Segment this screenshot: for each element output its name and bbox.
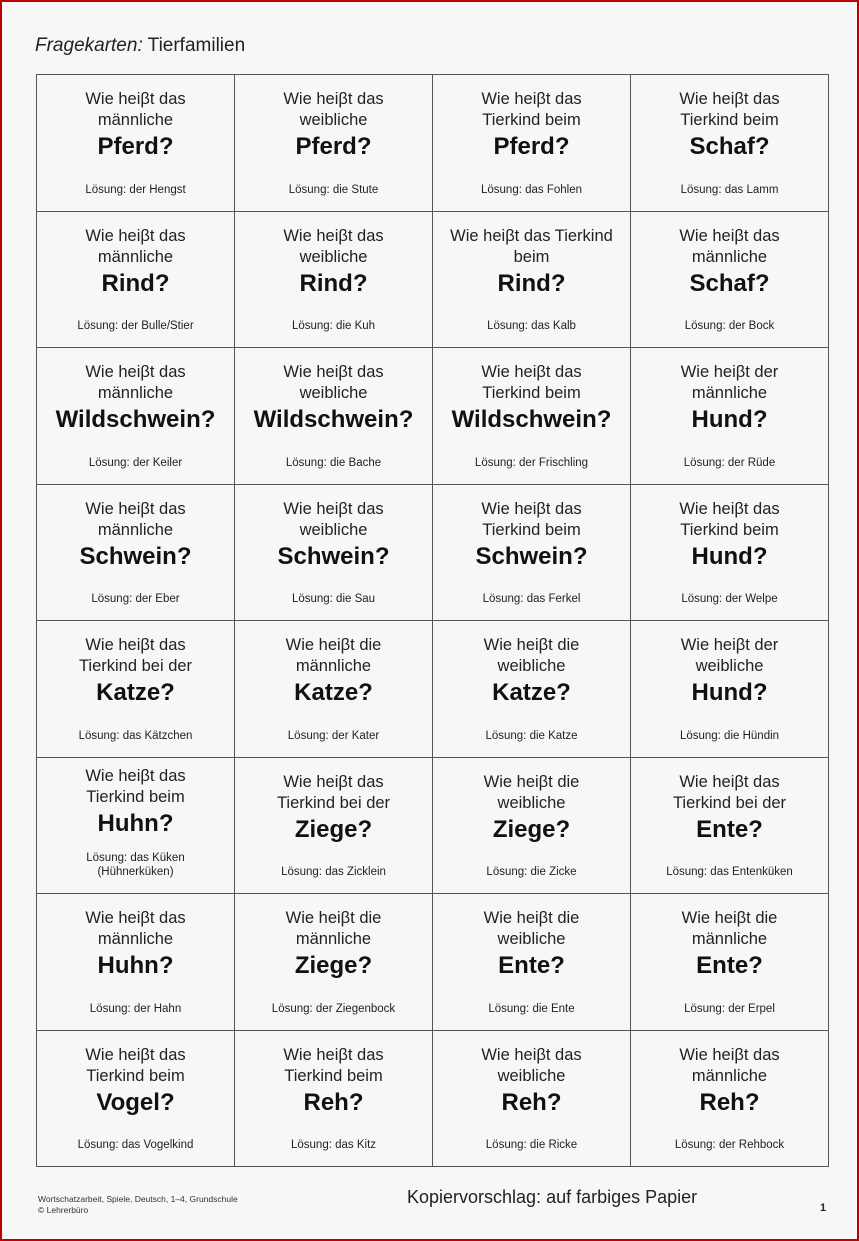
- card-answer-line: Lösung: das Kätzchen: [78, 729, 193, 742]
- card-answer: [292, 319, 375, 339]
- question-card: [433, 894, 631, 1031]
- card-answer: [77, 319, 193, 339]
- card-question: [283, 362, 383, 404]
- card-question-line: männliche: [691, 1066, 768, 1085]
- card-answer: [272, 1002, 395, 1022]
- question-card: [235, 485, 433, 622]
- card-question: [85, 89, 185, 131]
- card-answer: [684, 1002, 775, 1022]
- card-answer: [89, 456, 182, 476]
- question-card: [631, 894, 829, 1031]
- card-answer-line: Lösung: die Katze: [485, 729, 578, 742]
- card-question: [283, 89, 383, 131]
- footer-copyright: © Lehrerbüro: [38, 1205, 89, 1215]
- card-question-line: männliche: [295, 930, 372, 948]
- card-question: [679, 1045, 779, 1087]
- card-question: [682, 908, 778, 950]
- question-card: [235, 1031, 433, 1168]
- card-animal: Ente?: [696, 952, 763, 979]
- card-answer: [685, 319, 775, 339]
- card-question-line: Wie heiβt die: [681, 909, 778, 927]
- card-animal: Huhn?: [97, 952, 174, 979]
- card-answer-line: Lösung: das Lamm: [680, 183, 779, 196]
- card-answer-line: Lösung: der Kater: [287, 729, 380, 742]
- card-question-line: Wie heiβt das: [679, 772, 780, 791]
- card-animal: Schwein?: [79, 542, 192, 570]
- card-question: [85, 499, 185, 541]
- question-card: [37, 1031, 235, 1168]
- card-question-line: Tierkind beim: [680, 520, 779, 539]
- card-animal: Rind?: [497, 269, 566, 297]
- card-answer-line: Lösung: die Bache: [285, 456, 382, 469]
- card-question: [79, 635, 192, 677]
- card-question-line: Wie heiβt das: [283, 90, 384, 108]
- card-animal: Katze?: [294, 679, 373, 706]
- card-question-line: Wie heiβt die: [285, 909, 382, 927]
- card-answer: [485, 729, 577, 749]
- question-card: [433, 75, 631, 212]
- card-answer-line: Lösung: der Bock: [684, 320, 775, 332]
- card-animal: Ziege?: [294, 815, 373, 843]
- card-question: [85, 908, 185, 950]
- card-question-line: Wie heiβt das: [481, 90, 582, 108]
- card-question-line: Wie heiβt die: [483, 772, 580, 791]
- card-animal: Hund?: [691, 679, 768, 706]
- card-question-line: beim: [513, 247, 550, 266]
- card-answer: [292, 592, 375, 612]
- card-question-line: Wie heiβt das: [85, 226, 186, 245]
- card-animal: Reh?: [501, 1088, 562, 1116]
- card-question: [679, 89, 779, 131]
- card-animal: Schwein?: [277, 542, 390, 570]
- card-question: [681, 635, 779, 677]
- card-animal: Hund?: [691, 406, 768, 433]
- card-question-line: Wie heiβt das: [679, 90, 780, 108]
- card-animal: Ziege?: [492, 815, 571, 843]
- card-question: [85, 362, 185, 404]
- card-answer-line: Lösung: der Eber: [91, 593, 180, 605]
- card-animal: Katze?: [96, 679, 175, 706]
- card-answer: [281, 865, 386, 885]
- card-answer-line: Lösung: das Ferkel: [482, 593, 581, 605]
- card-question-line: Wie heiβt das: [679, 226, 780, 245]
- card-question-line: Wie heiβt das: [283, 1045, 384, 1064]
- card-answer: [475, 456, 588, 476]
- card-answer-line: Lösung: das Zicklein: [281, 866, 386, 878]
- card-question-line: Tierkind beim: [482, 384, 581, 402]
- card-answer: [488, 1002, 574, 1022]
- question-card: [37, 348, 235, 485]
- question-card: [631, 758, 829, 895]
- card-answer-line: (Hühnerküken): [97, 866, 174, 878]
- card-answer-line: Lösung: die Ente: [488, 1002, 575, 1015]
- card-question-line: Tierkind beim: [482, 111, 581, 129]
- card-question-line: männliche: [691, 247, 768, 266]
- card-question: [679, 226, 779, 268]
- card-answer-line: Lösung: der Welpe: [681, 593, 778, 605]
- card-question-line: männliche: [295, 657, 372, 675]
- card-answer-line: Lösung: die Zicke: [486, 866, 577, 878]
- card-question-line: Wie heiβt das: [283, 772, 384, 791]
- card-question-line: Wie heiβt das: [283, 363, 384, 381]
- card-question: [481, 362, 581, 404]
- card-answer-line: Lösung: das Entenküken: [666, 866, 793, 878]
- card-question-line: Tierkind bei der: [276, 793, 391, 812]
- card-question-line: Wie heiβt das: [85, 636, 186, 654]
- card-question: [85, 226, 185, 268]
- card-question-line: männliche: [97, 930, 174, 948]
- question-card: [235, 348, 433, 485]
- question-card: [37, 758, 235, 895]
- page-title: [35, 35, 245, 57]
- card-question: [450, 226, 613, 268]
- card-animal: Rind?: [101, 269, 170, 297]
- card-animal: Schaf?: [689, 133, 770, 160]
- card-question-line: Wie heiβt das: [85, 363, 186, 381]
- card-animal: Ziege?: [294, 952, 373, 979]
- footer-credits: [38, 1194, 238, 1216]
- card-answer-line: Lösung: die Sau: [291, 593, 376, 605]
- card-question-line: Wie heiβt die: [285, 636, 382, 654]
- card-answer-line: Lösung: der Hahn: [89, 1002, 182, 1015]
- card-question-line: Tierkind bei der: [78, 657, 193, 675]
- card-question: [484, 908, 580, 950]
- card-question: [484, 772, 580, 814]
- card-question: [286, 908, 382, 950]
- question-card: [37, 485, 235, 622]
- card-question-line: weibliche: [299, 384, 368, 402]
- card-question-line: Wie heiβt die: [483, 909, 580, 927]
- card-question: [283, 1045, 383, 1087]
- card-answer: [684, 456, 775, 476]
- card-answer: [291, 1138, 376, 1158]
- card-question: [484, 635, 580, 677]
- card-answer: [481, 183, 582, 203]
- card-answer-line: Lösung: das Kitz: [290, 1139, 377, 1151]
- question-card: [37, 894, 235, 1031]
- card-question-line: Wie heiβt das: [283, 226, 384, 245]
- card-question: [681, 362, 779, 404]
- question-card: [37, 621, 235, 758]
- card-answer: [90, 1002, 181, 1022]
- card-question-line: Wie heiβt das: [481, 499, 582, 518]
- card-answer: [666, 865, 793, 885]
- question-card-grid: [36, 74, 829, 1167]
- card-question-line: weibliche: [497, 930, 566, 948]
- card-question-line: Wie heiβt das: [85, 90, 186, 108]
- question-card: [631, 621, 829, 758]
- card-question-line: Wie heiβt das: [85, 499, 186, 518]
- card-answer: [681, 592, 777, 612]
- card-question: [85, 766, 185, 808]
- card-question: [277, 772, 390, 814]
- card-answer: [681, 183, 779, 203]
- card-answer: [487, 319, 576, 339]
- card-question-line: weibliche: [299, 247, 368, 266]
- card-question: [85, 1045, 185, 1087]
- card-question-line: männliche: [97, 520, 174, 539]
- card-answer: [483, 592, 581, 612]
- question-card: [631, 348, 829, 485]
- question-card: [37, 75, 235, 212]
- card-question-line: Wie heiβt der: [680, 363, 779, 381]
- card-answer-line: Lösung: der Erpel: [684, 1002, 775, 1015]
- card-question: [283, 499, 383, 541]
- card-animal: Ente?: [696, 815, 763, 843]
- card-animal: Pferd?: [493, 133, 570, 160]
- question-card: [433, 485, 631, 622]
- card-question: [481, 1045, 581, 1087]
- card-question-line: Wie heiβt das: [85, 909, 186, 927]
- card-animal: Pferd?: [97, 133, 174, 160]
- question-card: [433, 621, 631, 758]
- card-answer: [288, 729, 379, 749]
- question-card: [37, 212, 235, 349]
- card-animal: Huhn?: [97, 809, 174, 837]
- card-animal: Schaf?: [689, 269, 770, 297]
- card-answer: [675, 1138, 784, 1158]
- footer-category: Wortschatzarbeit, Spiele, Deutsch, 1–4, Grundschule: [38, 1194, 238, 1204]
- card-answer-line: Lösung: das Vogelkind: [77, 1139, 194, 1151]
- card-answer-line: Lösung: das Küken: [86, 852, 185, 864]
- card-question: [481, 89, 581, 131]
- card-answer: [680, 729, 779, 749]
- card-animal: Ente?: [498, 952, 565, 979]
- card-question-line: Wie heiβt das: [679, 1045, 780, 1064]
- question-card: [433, 1031, 631, 1168]
- card-answer-line: Lösung: der Bulle/Stier: [77, 320, 194, 332]
- card-answer-line: Lösung: der Frischling: [474, 456, 589, 469]
- card-question-line: weibliche: [497, 793, 566, 812]
- card-question-line: Wie heiβt das: [283, 499, 384, 518]
- card-question-line: Tierkind beim: [86, 787, 185, 806]
- card-question-line: Wie heiβt das: [679, 499, 780, 518]
- card-answer: [79, 729, 193, 749]
- card-question-line: Tierkind beim: [86, 1066, 185, 1085]
- card-question: [283, 226, 383, 268]
- card-question-line: männliche: [97, 384, 174, 402]
- card-answer-line: Lösung: die Hündin: [679, 729, 780, 742]
- page-number: 1: [820, 1202, 827, 1214]
- card-animal: Pferd?: [295, 133, 372, 160]
- card-answer-line: Lösung: die Stute: [288, 183, 379, 196]
- card-question-line: weibliche: [695, 657, 764, 675]
- card-answer: [486, 865, 576, 885]
- question-card: [631, 1031, 829, 1168]
- card-answer-line: Lösung: der Rehbock: [674, 1139, 785, 1151]
- card-question-line: Tierkind beim: [284, 1066, 383, 1085]
- card-question-line: Wie heiβt das: [481, 363, 582, 381]
- card-question-line: männliche: [97, 247, 174, 266]
- title-topic: Tierfamilien: [142, 35, 246, 56]
- card-question-line: Tierkind bei der: [672, 793, 787, 812]
- card-question-line: männliche: [691, 930, 768, 948]
- card-animal: Schwein?: [475, 542, 588, 570]
- question-card: [235, 894, 433, 1031]
- card-question: [673, 772, 786, 814]
- card-animal: Katze?: [492, 679, 571, 706]
- card-question: [286, 635, 382, 677]
- card-answer-line: Lösung: der Rüde: [683, 456, 776, 469]
- card-question-line: Tierkind beim: [482, 520, 581, 539]
- question-card: [433, 758, 631, 895]
- card-question-line: Wie heiβt das: [85, 766, 186, 785]
- card-question-line: weibliche: [497, 657, 566, 675]
- card-question-line: männliche: [691, 384, 768, 402]
- card-question-line: männliche: [97, 111, 174, 129]
- card-animal: Wildschwein?: [451, 406, 612, 433]
- question-card: [235, 758, 433, 895]
- card-answer-line: Lösung: der Ziegenbock: [271, 1002, 396, 1015]
- card-answer: [286, 456, 381, 476]
- question-card: [235, 621, 433, 758]
- question-card: [631, 75, 829, 212]
- card-animal: Wildschwein?: [253, 406, 414, 433]
- card-animal: Rind?: [299, 269, 368, 297]
- card-answer: [78, 1138, 194, 1158]
- card-answer: [289, 183, 379, 203]
- card-animal: Reh?: [699, 1088, 760, 1116]
- card-answer-line: Lösung: die Ricke: [485, 1139, 578, 1151]
- question-card: [433, 348, 631, 485]
- card-animal: Reh?: [303, 1088, 364, 1116]
- card-answer: [85, 183, 185, 203]
- question-card: [631, 485, 829, 622]
- card-question-line: Wie heiβt das: [481, 1045, 582, 1064]
- card-answer: [86, 851, 184, 885]
- card-question-line: Wie heiβt das: [85, 1045, 186, 1064]
- card-answer-line: Lösung: die Kuh: [291, 320, 376, 332]
- card-question-line: weibliche: [299, 111, 368, 129]
- card-question-line: weibliche: [497, 1066, 566, 1085]
- card-animal: Vogel?: [96, 1088, 175, 1116]
- card-question: [481, 499, 581, 541]
- card-question: [679, 499, 779, 541]
- card-answer-line: Lösung: das Fohlen: [480, 183, 583, 196]
- card-answer-line: Lösung: das Kalb: [487, 320, 576, 332]
- question-card: [631, 212, 829, 349]
- question-card: [433, 212, 631, 349]
- card-question-line: Wie heiβt die: [483, 636, 580, 654]
- card-question-line: Wie heiβt der: [680, 636, 779, 654]
- card-answer-line: Lösung: der Keiler: [88, 456, 183, 469]
- card-animal: Wildschwein?: [55, 406, 216, 433]
- card-question-line: Wie heiβt das Tierkind: [450, 226, 613, 245]
- card-question-line: Tierkind beim: [680, 111, 779, 129]
- card-answer: [91, 592, 179, 612]
- card-answer-line: Lösung: der Hengst: [85, 183, 186, 196]
- card-animal: Hund?: [691, 542, 768, 570]
- title-prefix: Fragekarten:: [35, 35, 143, 56]
- question-card: [235, 75, 433, 212]
- card-answer: [486, 1138, 577, 1158]
- card-question-line: weibliche: [299, 520, 368, 539]
- copy-suggestion: Kopiervorschlag: auf farbiges Papier: [407, 1187, 698, 1207]
- question-card: [235, 212, 433, 349]
